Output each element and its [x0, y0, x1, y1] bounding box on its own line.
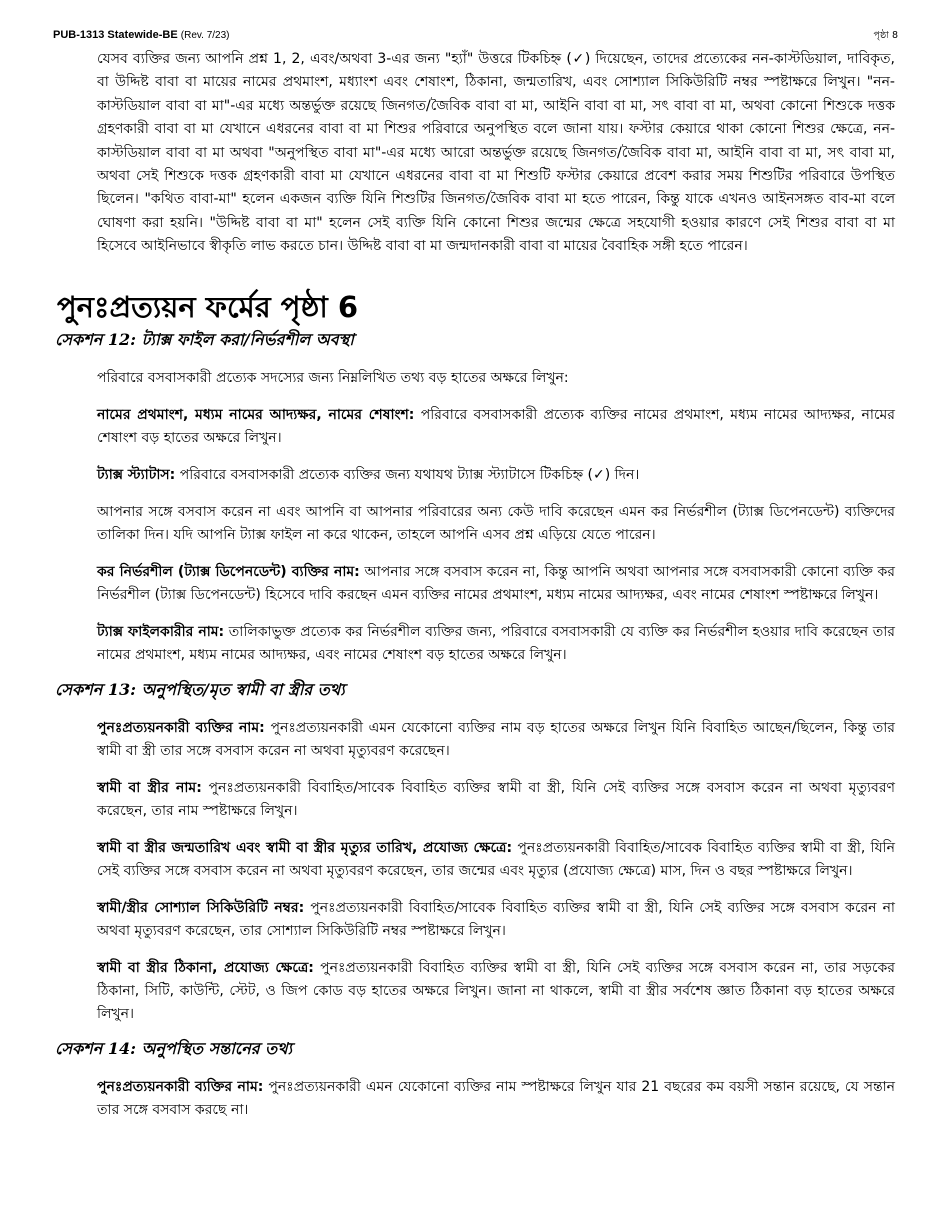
item-text: পুনঃপ্রত্যয়নকারী এমন যেকোনো ব্যক্তির নাম বড় হাতের অক্ষরে লিখুন যিনি বিবাহিত আছেন/ছিলেন, কিন্তু তার স্বামী বা স্ত্রী তার সঙ্গে বসবাস করেন না অথবা মৃত্যুবরণ করেছেন। — [97, 719, 895, 759]
section-12-item-name — [97, 404, 895, 450]
section-14-heading: সেকশন 14: অনুপস্থিত সন্তানের তথ্য — [55, 1038, 293, 1058]
section-13-heading: সেকশন 13: অনুপস্থিত/মৃত স্বামী বা স্ত্রীর তথ্য — [55, 679, 345, 699]
item-label: পুনঃপ্রত্যয়নকারী ব্যক্তির নাম: — [97, 719, 265, 736]
intro-paragraph: যেসব ব্যক্তির জন্য আপনি প্রশ্ন 1, 2, এবং/অথবা 3-এর জন্য "হ্যাঁ" উত্তরে টিকচিহ্ন (✓) দিয়েছেন, তাদের প্রত্যেকের নন-কাস্টডিয়াল, দাবিকৃত, বা উদ্দিষ্ট বাবা বা মায়ের নামের প্রথমাংশ, মধ্যাংশ এবং শেষাংশ, ঠিকানা, জন্মতারিখ, এবং সোশ্যাল সিকিউরিটি নম্বর স্পষ্টাক্ষরে লিখুন। "নন-কাস্টডিয়াল বাবা বা মা"-এর মধ্যে অন্তর্ভুক্ত রয়েছে জিনগত/জৈবিক বাবা বা মা, আইনি বাবা বা মা, সৎ বাবা বা মা, অথবা কোনো শিশুকে দত্তক গ্রহণকারী বাবা বা মা যেখানে এধরনের বাবা বা মা শিশুর পরিবারে অনুপস্থিত বলে জানা যায়। ফস্টার কেয়ারে থাকা কোনো শিশুর ক্ষেত্রে, নন-কাস্টডিয়াল বাবা বা মা অথবা "অনুপস্থিত বাবা মা"-এর মধ্যে আরো অন্তর্ভুক্ত রয়েছে জিনগত/জৈবিক বাবা মা, আইনি বাবা বা মা, সৎ বাবা মা, অথবা সেই শিশুকে দত্তক গ্রহণকারী বাবা মা যেখানে এধরনের বাবা বা মা শিশুটি ফস্টার কেয়ারে প্রবেশ করার সময় শিশুটির পরিবারে উপস্থিত ছিলেন। "কথিত বাবা-মা" হলেন একজন ব্যক্তি যিনি শিশুটির জিনগত/জৈবিক বাবা মা হতে পারেন, কিন্তু যাকে এখনও আইনসঙ্গত বাব-মা বলে ঘোষণা করা হয়নি। "উদ্দিষ্ট বাবা বা মা" হলেন সেই ব্যক্তি যিনি কোনো শিশুর জন্মের ক্ষেত্রে সহযোগী হওয়ার কারণে সেই শিশুর বাবা বা মা হিসেবে আইনিভাবে স্বীকৃতি লাভ করতে চান। উদ্দিষ্ট বাবা বা মা জন্মদানকারী বাবা বা মায়ের বৈবাহিক সঙ্গী হতে পারেন। — [97, 51, 895, 255]
page-header — [53, 29, 898, 45]
item-label: স্বামী/স্ত্রীর সোশ্যাল সিকিউরিটি নম্বর: — [97, 899, 305, 916]
document-revision: (Rev. 7/23) — [180, 30, 230, 41]
section-13-item-spouse-ssn — [97, 897, 895, 943]
item-label: স্বামী বা স্ত্রীর ঠিকানা, প্রযোজ্য ক্ষেত্রে: — [97, 959, 314, 976]
section-12-heading: সেকশন 12: ট্যাক্স ফাইল করা/নির্ভরশীল অবস্থা — [55, 329, 354, 349]
item-label: কর নির্ভরশীল (ট্যাক্স ডিপেনডেন্ট) ব্যক্তির নাম: — [97, 563, 360, 580]
page-number: পৃষ্ঠা 8 — [873, 30, 898, 41]
document-id — [53, 29, 230, 41]
item-text: পরিবারে বসবাসকারী প্রত্যেক ব্যক্তির নামের প্রথমাংশ, মধ্যম নামের আদ্যক্ষর, নামের শেষাংশ বড় হাতের অক্ষরে লিখুন। — [97, 406, 896, 446]
item-text: আপনার সঙ্গে বসবাস করেন না, কিন্তু আপনি অথবা আপনার সঙ্গে বসবাসকারী কোনো ব্যক্তি কর নির্ভরশীল (ট্যাক্স ডিপেনডেন্ট) হিসেবে দাবি করছেন এমন ব্যক্তির নামের প্রথমাংশ, মধ্যম নামের আদ্যক্ষর, এবং নামের শেষাংশ স্পষ্টাক্ষরে লিখুন। — [97, 563, 895, 603]
item-label: পুনঃপ্রত্যয়নকারী ব্যক্তির নাম: — [97, 1078, 264, 1095]
document-body — [55, 48, 895, 1122]
section-12-item-dependent-name — [97, 561, 895, 607]
item-text: পুনঃপ্রত্যয়নকারী বিবাহিত/সাবেক বিবাহিত ব্যক্তির স্বামী বা স্ত্রী, যিনি সেই ব্যক্তির সঙ্গে বসবাস করেন না অথবা মৃত্যুবরণ করেছেন, তার সোশ্যাল সিকিউরিটি নম্বর স্পষ্টাক্ষরে লিখুন। — [97, 899, 895, 939]
item-text: পুনঃপ্রত্যয়নকারী এমন যেকোনো ব্যক্তির নাম স্পষ্টাক্ষরে লিখুন যার 21 বছরের কম বয়সী সন্তান রয়েছে, যে সন্তান তার সঙ্গে বসবাস করছে না। — [97, 1078, 896, 1118]
document-code: PUB-1313 Statewide-BE — [53, 29, 178, 41]
section-12-intro: পরিবারে বসবাসকারী প্রত্যেক সদস্যের জন্য নিম্নলিখিত তথ্য বড় হাতের অক্ষরে লিখুন: — [97, 369, 569, 386]
item-label: নামের প্রথমাংশ, মধ্যম নামের আদ্যক্ষর, নামের শেষাংশ: — [97, 406, 415, 423]
section-14-item-recertifier-name — [97, 1076, 895, 1122]
item-text: তালিকাভুক্ত প্রত্যেক কর নির্ভরশীল ব্যক্তির জন্য, পরিবারে বসবাসকারী যে ব্যক্তি কর নির্ভরশীল হওয়ার দাবি করেছেন তার নামের প্রথমাংশ, মধ্যম নামের আদ্যক্ষর, এবং নামের শেষাংশ বড় হাতের অক্ষরে লিখুন। — [97, 623, 896, 663]
item-text: পুনঃপ্রত্যয়নকারী বিবাহিত/সাবেক বিবাহিত ব্যক্তির স্বামী বা স্ত্রী, যিনি সেই ব্যক্তির সঙ্গে বসবাস করেন না অথবা মৃত্যুবরণ করেছেন, তার জন্মের এবং মৃত্যুর (প্রযোজ্য ক্ষেত্রে) মাস, দিন ও বছর স্পষ্টাক্ষরে লিখুন। — [97, 839, 896, 879]
item-label: স্বামী বা স্ত্রীর নাম: — [97, 779, 202, 796]
section-12-item-tax-status — [97, 464, 895, 487]
page-title: পুনঃপ্রত্যয়ন ফর্মের পৃষ্ঠা 6 — [57, 289, 359, 324]
item-text: পুনঃপ্রত্যয়নকারী বিবাহিত/সাবেক বিবাহিত ব্যক্তির স্বামী বা স্ত্রী, যিনি সেই ব্যক্তির সঙ্গে বসবাস করেন না অথবা মৃত্যুবরণ করেছেন, তার নাম স্পষ্টাক্ষরে লিখুন। — [97, 779, 895, 819]
section-13-item-spouse-address — [97, 957, 895, 1026]
section-13-item-recertifier-name — [97, 717, 895, 763]
section-13-item-spouse-dates — [97, 837, 895, 883]
item-label: স্বামী বা স্ত্রীর জন্মতারিখ এবং স্বামী বা স্ত্রীর মৃত্যুর তারিখ, প্রযোজ্য ক্ষেত্রে: — [97, 839, 513, 856]
item-text: পরিবারে বসবাসকারী প্রত্যেক ব্যক্তির জন্য যথাযথ ট্যাক্স স্ট্যাটাসে টিকচিহ্ন (✓) দিন। — [179, 466, 640, 483]
item-label: ট্যাক্স স্ট্যাটাস: — [97, 466, 176, 483]
section-12-note: আপনার সঙ্গে বসবাস করেন না এবং আপনি বা আপনার পরিবারের অন্য কেউ দাবি করেছেন এমন কর নির্ভরশীল (ট্যাক্স ডিপেনডেন্ট) ব্যক্তিদের তালিকা দিন। যদি আপনি ট্যাক্স ফাইল না করে থাকেন, তাহলে আপনি এসব প্রশ্ন এড়িয়ে যেতে পারেন। — [97, 503, 895, 543]
section-13-item-spouse-name — [97, 777, 895, 823]
section-12-item-filer-name — [97, 621, 895, 667]
item-text: পুনঃপ্রত্যয়নকারী বিবাহিত ব্যক্তির স্বামী বা স্ত্রী, যিনি সেই ব্যক্তির সঙ্গে বসবাস করেন না, তার সড়কের ঠিকানা, সিটি, কাউন্টি, স্টেট, ও জিপ কোড বড় হাতের অক্ষরে লিখুন। জানা না থাকলে, স্বামী বা স্ত্রীর সর্বশেষ জ্ঞাত ঠিকানা বড় হাতের অক্ষরে লিখুন। — [97, 959, 896, 1022]
item-label: ট্যাক্স ফাইলকারীর নাম: — [97, 623, 225, 640]
